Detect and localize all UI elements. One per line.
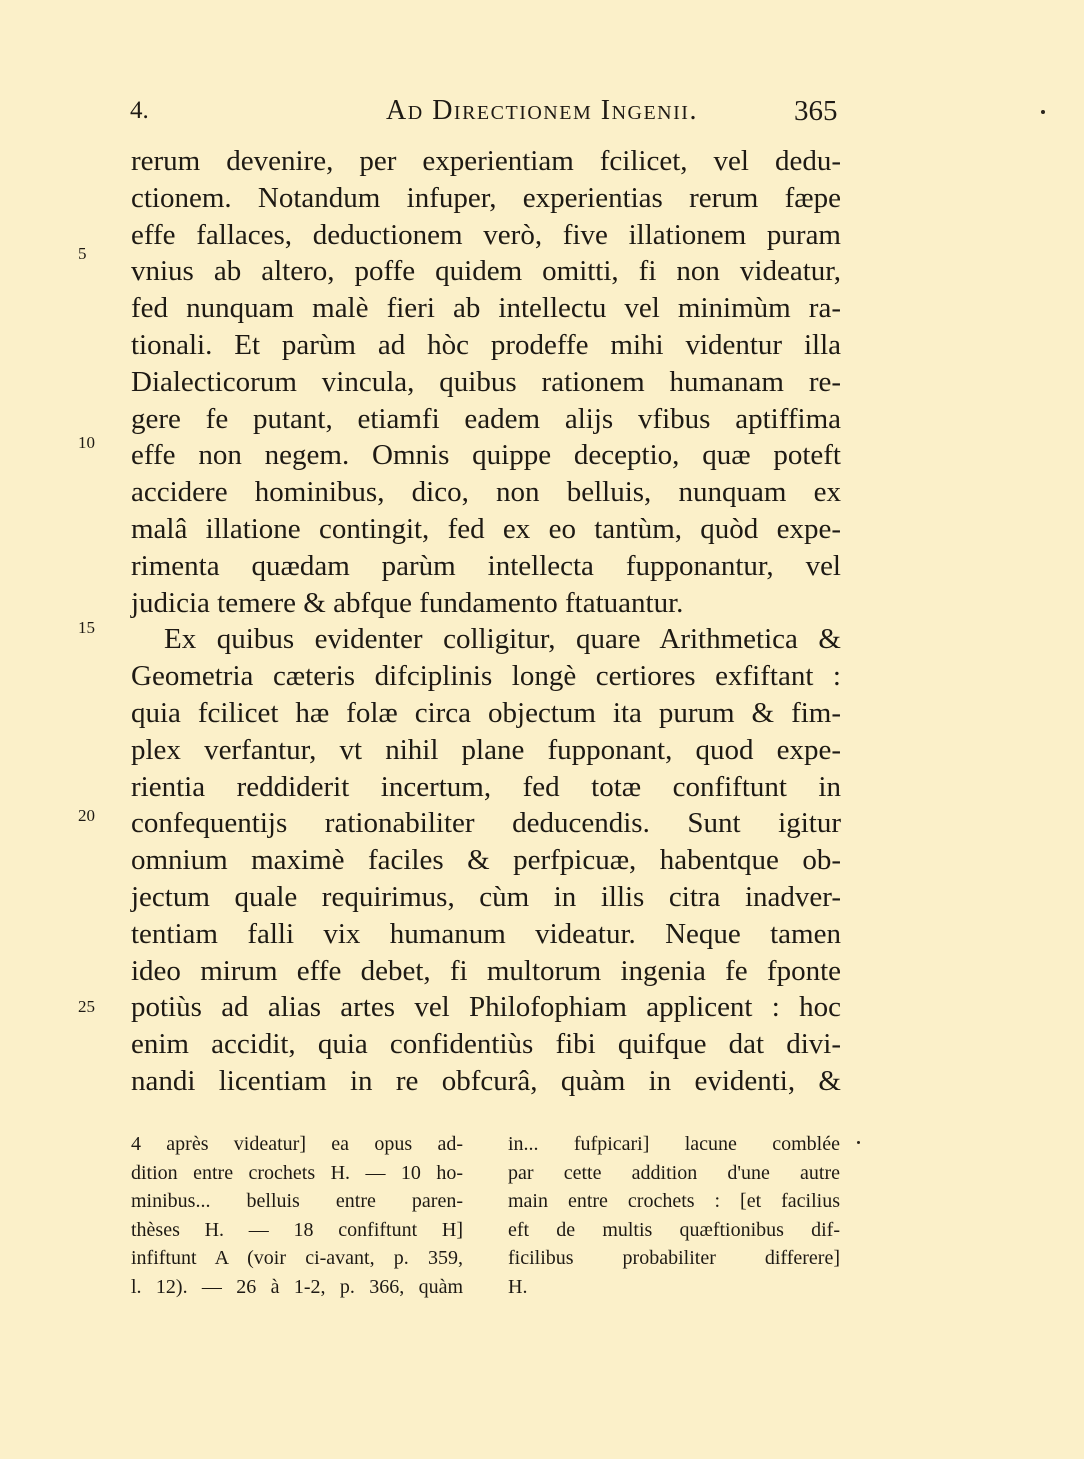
text-line: rerum devenire, per experientiam fcilicet, vel dedu- [131,145,841,177]
footnote-line: thèses H. — 18 confiftunt H] [131,1218,463,1241]
margin-speck [1041,110,1045,114]
line-number: 10 [78,433,95,452]
text-line: ideo mirum effe debet, fi multorum ingenia fe fponte [131,954,841,987]
footnote-line: l. 12). — 26 à 1-2, p. 366, quàm [131,1275,463,1298]
line-number: 5 [78,244,87,263]
footnotes-left-column [131,1130,463,1302]
main-text [131,143,841,1100]
footnotes-right-column [508,1130,840,1302]
text-line: judicia temere & abfque fundamento ftatuantur. [131,586,684,619]
line-number: 25 [78,997,95,1016]
footnote-line: minibus... belluis entre paren- [131,1190,463,1213]
footnote-line: H. [508,1275,528,1298]
running-title: Ad Directionem Ingenii. [386,95,698,126]
text-line: plex verfantur, vt nihil plane fupponant, quod expe- [131,733,841,766]
text-line: tionali. Et parùm ad hòc prodeffe mihi videntur illa [131,328,841,361]
text-line: gere fe putant, etiamfi eadem alijs vfibus aptiffima [131,402,841,435]
text-line: Dialecticorum vincula, quibus rationem humanam re- [131,365,841,398]
text-line: accidere hominibus, dico, non belluis, nunquam ex [131,476,841,509]
footnote-line: eft de multis quæftionibus dif- [508,1218,840,1241]
section-number: 4. [130,97,149,124]
text-line: vnius ab altero, poffe quidem omitti, fi non videatur, [131,255,841,288]
footnote-line: 4 après videatur] ea opus ad- [131,1133,463,1155]
footnote-line: in... fufpicari] lacune comblée [508,1133,840,1155]
text-line: enim accidit, quia confidentiùs fibi quifque dat divi- [131,1028,841,1061]
text-line: quia fcilicet hæ folæ circa objectum ita purum & fim- [131,696,841,729]
text-line: Ex quibus evidenter colligitur, quare Arithmetica & [164,623,841,656]
line-number: 15 [78,618,95,637]
text-line: rimenta quædam parùm intellecta fupponantur, vel [131,549,841,582]
footnote-line: dition entre crochets H. — 10 ho- [131,1161,463,1184]
text-line: malâ illatione contingit, fed ex eo tantùm, quòd expe- [131,512,841,545]
text-line: tentiam falli vix humanum videatur. Neque tamen [131,917,841,950]
line-number: 20 [78,806,95,825]
text-line: Geometria cæteris difciplinis longè certiores exfiftant : [131,660,841,693]
text-line: fed nunquam malè fieri ab intellectu vel minimùm ra- [131,292,841,325]
footnote-line: main entre crochets : [et facilius [508,1190,840,1213]
text-line: effe non negem. Omnis quippe deceptio, quæ poteft [131,439,841,472]
text-line: effe fallaces, deductionem verò, five illationem puram [131,218,841,251]
text-line: jectum quale requirimus, cùm in illis citra inadver- [131,880,841,913]
margin-speck [857,1141,860,1144]
text-line: potiùs ad alias artes vel Philofophiam applicent : hoc [131,991,841,1024]
footnote-line: infiftunt A (voir ci-avant, p. 359, [131,1247,463,1270]
footnote-line: ficilibus probabiliter differere] [508,1247,840,1270]
text-line: nandi licentiam in re obfcurâ, quàm in evidenti, & [131,1064,841,1097]
page-number: 365 [794,95,838,127]
footnote-line: par cette addition d'une autre [508,1161,840,1184]
text-line: rientia reddiderit incertum, fed totæ confiftunt in [131,770,841,803]
text-line: omnium maximè faciles & perfpicuæ, habentque ob- [131,844,841,877]
text-line: confequentijs rationabiliter deducendis. Sunt igitur [131,807,841,840]
text-line: ctionem. Notandum infuper, experientias rerum fæpe [131,181,841,214]
